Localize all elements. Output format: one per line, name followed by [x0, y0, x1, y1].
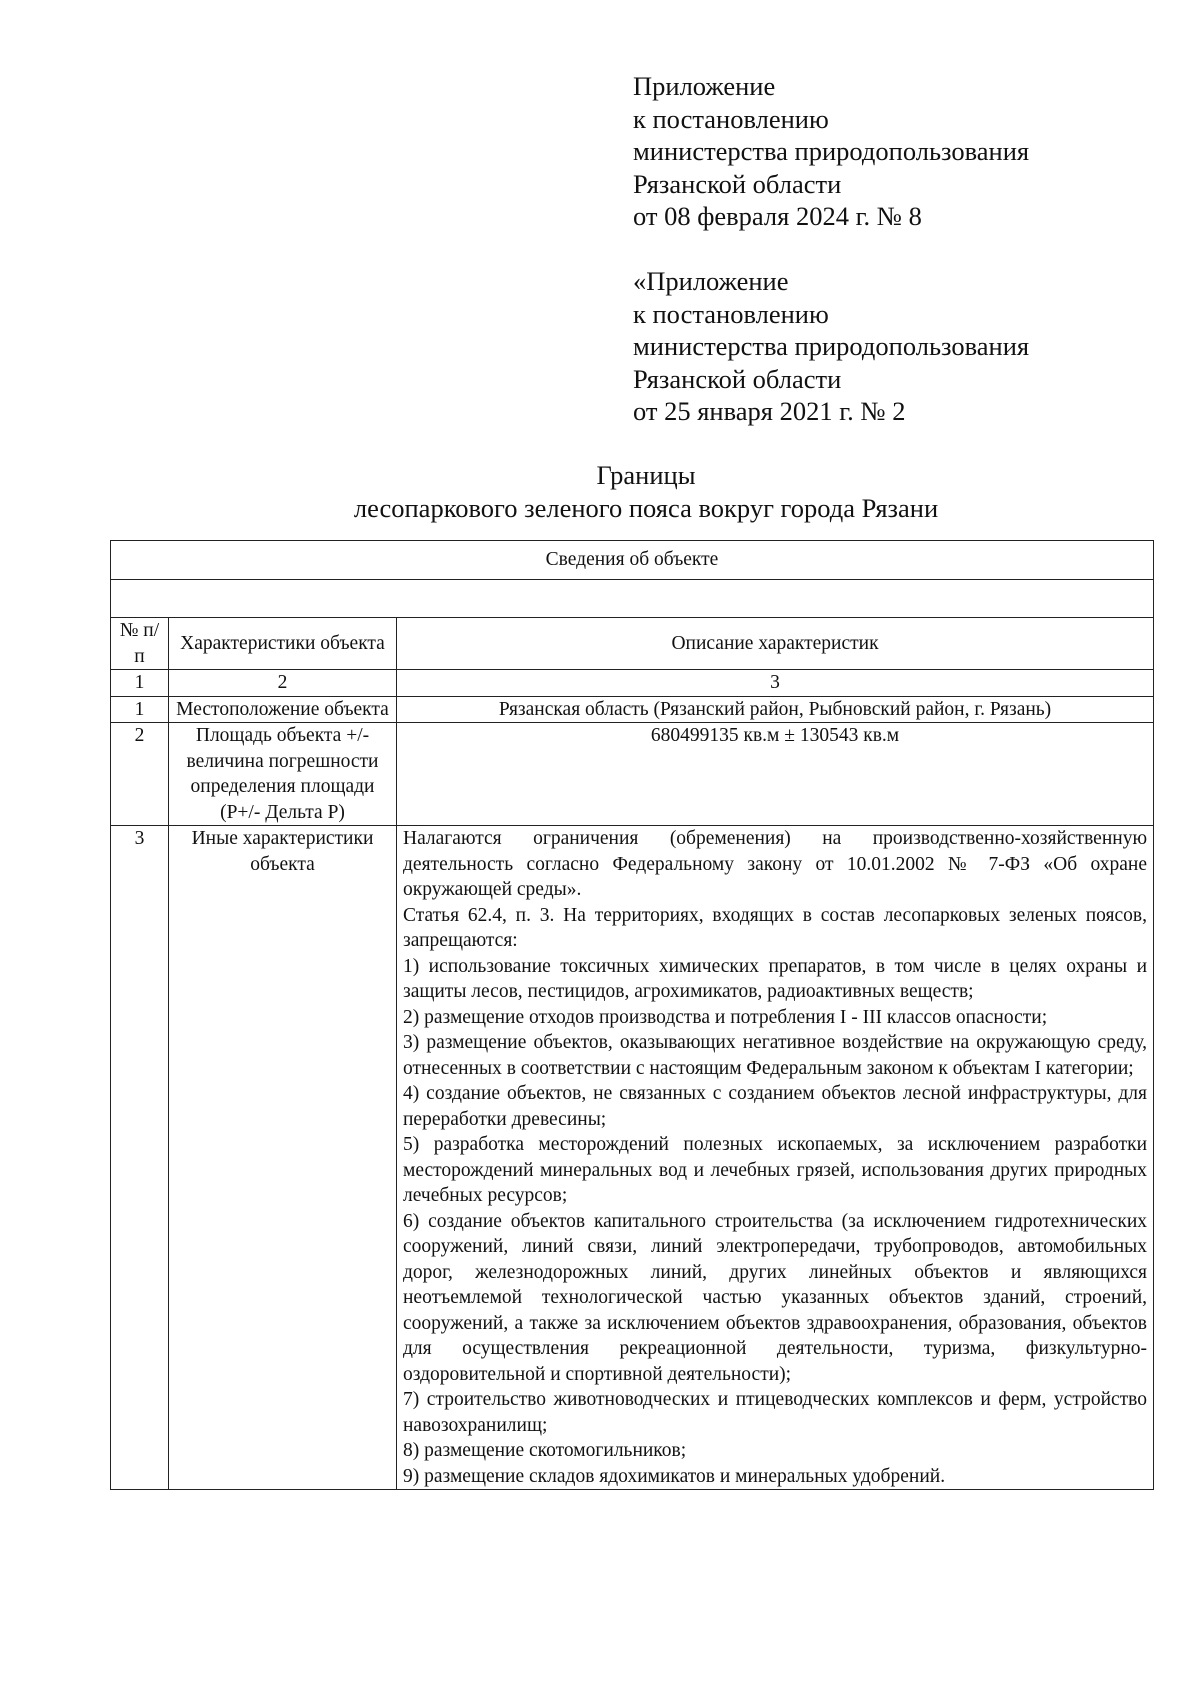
column-numbers-row: [111, 670, 1154, 697]
description-paragraph: Налагаются ограничения (обременения) на производственно-хозяйственную деятельность согласно Федеральному закону от 10.01.2002 № 7-ФЗ «Об охране окружающей среды».: [403, 828, 1148, 900]
appendix-header-line: Приложение: [633, 71, 776, 101]
table-row: [111, 723, 1154, 826]
header-description: Описание характеристик: [397, 618, 1154, 670]
object-info-table: [110, 540, 1154, 1490]
original-appendix-header: [633, 265, 1029, 428]
description-paragraph: 6) создание объектов капитального строительства (за исключением гидротехнических сооружений, линий связи, линий электропередачи, трубопроводов, автомобильных дорог, железнодорожных линий, других линейных объектов и являющихся неотъемлемой технологической частью указанных объектов зданий, строений, сооружений, а также за исключением объектов здравоохранения, образования, объектов для осуществления рекреационной деятельности, туризма, физкультурно-оздоровительной и спортивной деятельности);: [403, 1210, 1148, 1385]
empty-row: [111, 580, 1154, 618]
table-caption: Сведения об объекте: [111, 541, 1154, 580]
description-paragraph: 3) размещение объектов, оказывающих негативное воздействие на окружающую среду, отнесенных в соответствии с настоящим Федеральным законом к объектам I категории;: [403, 1032, 1148, 1079]
description-paragraph: 9) размещение складов ядохимикатов и минеральных удобрений.: [403, 1465, 946, 1487]
header-characteristic: Характеристики объекта: [169, 618, 397, 670]
row-description: [397, 826, 1154, 1490]
row-characteristic: Местоположение объекта: [169, 696, 397, 723]
original-header-line: министерства природопользования: [633, 331, 1030, 361]
description-paragraph: 5) разработка месторождений полезных ископаемых, за исключением разработки месторождений минеральных вод и лечебных грязей, использования других природных лечебных ресурсов;: [403, 1134, 1148, 1206]
document-title: [0, 459, 1200, 525]
table-row: [111, 826, 1154, 1490]
description-paragraph: 2) размещение отходов производства и потребления I - III классов опасности;: [403, 1006, 1048, 1028]
appendix-header: [633, 70, 1029, 233]
title-line-2: лесопаркового зеленого пояса вокруг города Рязани: [353, 493, 939, 523]
original-header-line: от 25 января 2021 г. № 2: [633, 396, 906, 426]
appendix-header-line: от 08 февраля 2024 г. № 8: [633, 201, 922, 231]
row-num: 1: [111, 696, 169, 723]
empty-cell: [111, 580, 1154, 618]
description-paragraph: 4) создание объектов, не связанных с созданием объектов лесной инфраструктуры, для переработки древесины;: [403, 1083, 1148, 1130]
row-num: 3: [111, 826, 169, 1490]
appendix-header-line: министерства природопользования: [633, 136, 1030, 166]
column-number: 3: [397, 670, 1154, 697]
appendix-header-line: к постановлению: [633, 103, 829, 134]
description-paragraph: 8) размещение скотомогильников;: [403, 1440, 687, 1461]
column-number: 2: [169, 670, 397, 697]
header-row: [111, 618, 1154, 670]
original-header-line: Рязанской области: [633, 363, 842, 394]
column-number: 1: [111, 670, 169, 697]
row-characteristic: Иные характеристики объекта: [169, 826, 397, 1490]
row-characteristic: Площадь объекта +/- величина погрешности определения площади (Р+/- Дельта Р): [169, 723, 397, 826]
title-line-1: Границы: [596, 460, 696, 490]
row-description: Рязанская область (Рязанский район, Рыбновский район, г. Рязань): [397, 696, 1154, 723]
header-num: № п/п: [111, 618, 169, 670]
original-header-line: к постановлению: [633, 298, 829, 329]
appendix-header-line: Рязанской области: [633, 168, 842, 199]
row-num: 2: [111, 723, 169, 826]
table-row: [111, 696, 1154, 723]
caption-row: [111, 541, 1154, 580]
row-description: 680499135 кв.м ± 130543 кв.м: [397, 723, 1154, 826]
description-paragraph: 1) использование токсичных химических препаратов, в том числе в целях охраны и защиты лесов, пестицидов, агрохимикатов, радиоактивных веществ;: [403, 955, 1148, 1002]
original-header-line: «Приложение: [633, 266, 789, 296]
description-paragraph: 7) строительство животноводческих и птицеводческих комплексов и ферм, устройство навозохранилищ;: [403, 1389, 1148, 1436]
description-paragraph: Статья 62.4, п. 3. На территориях, входящих в состав лесопарковых зеленых поясов, запрещаются:: [403, 904, 1148, 951]
